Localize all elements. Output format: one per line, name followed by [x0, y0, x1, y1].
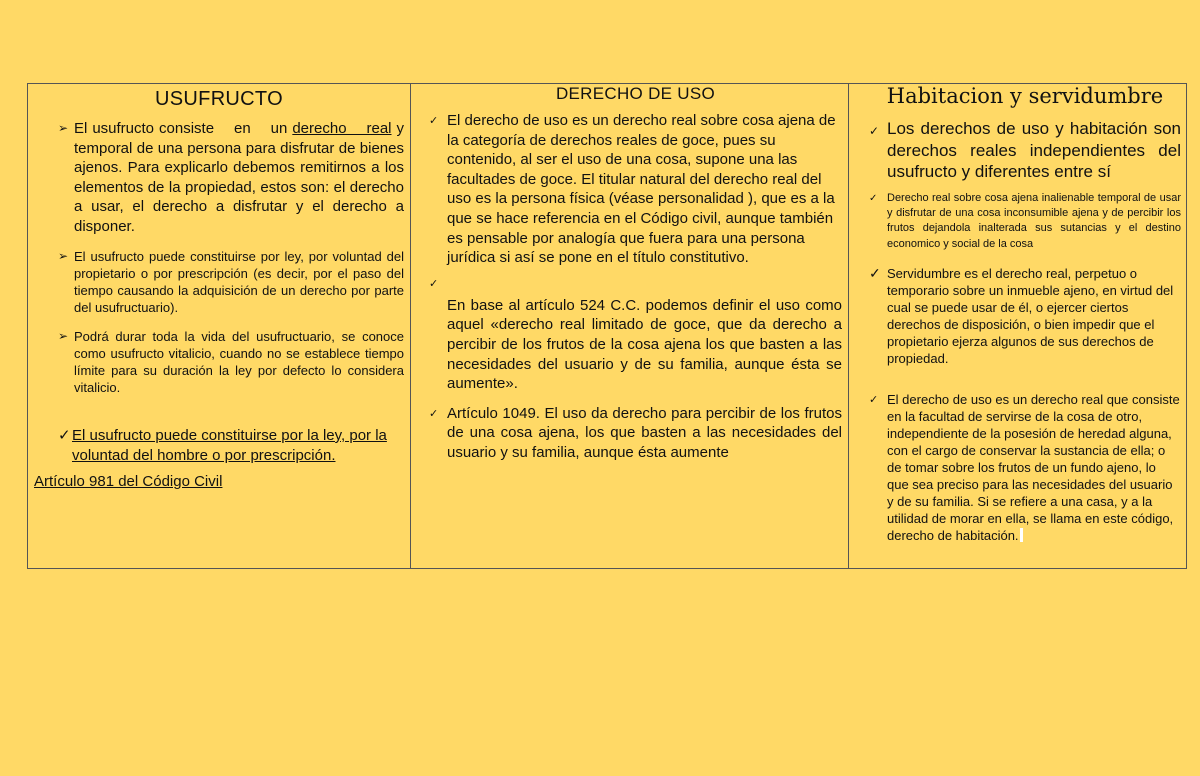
list-item — [58, 426, 404, 466]
list-item — [869, 118, 1181, 183]
checkmark-icon: ✓ — [429, 277, 439, 290]
checkmark-icon: ✓ — [869, 192, 878, 204]
checkmark-icon: ✓ — [869, 265, 881, 282]
servidumbre-definition: Servidumbre es el derecho real, perpetuo o temporario sobre un inmueble ajeno, en virtud del cual se puede usar de él, o ejercer ciertos derechos de disposición, o bien impedir que el propietario ejerza algunos de sus derechos de propiedad. — [887, 266, 1174, 367]
usufructo-heading: USUFRUCTO — [155, 88, 283, 110]
text-cursor — [1020, 528, 1023, 542]
list-item — [58, 119, 404, 236]
checkmark-icon: ✓ — [58, 427, 71, 444]
derecho-real-link[interactable]: derecho real — [292, 120, 392, 137]
column-derecho-de-uso — [411, 84, 849, 568]
arrow-bullet-icon: ➢ — [58, 329, 69, 343]
list-item — [429, 404, 842, 463]
checkmark-icon: ✓ — [869, 394, 879, 407]
habitacion-independientes: Los derechos de uso y habitación son derechos reales independientes del usufructo y diferentes entre sí — [887, 119, 1181, 181]
usufructo-ley: El usufructo puede constituirse por la ley, por la voluntad del hombre o por prescripción. — [72, 427, 387, 464]
usufructo-definition: El usufructo consiste en un derecho real y temporal de una persona para disfrutar de bienes ajenos. Para explicarlo debemos remitirnos a los elementos de la propiedad, estos son: el derecho a usar, el derecho a disfrutar y el derecho a disponer. — [74, 120, 405, 235]
list-item — [429, 111, 842, 268]
uso-definition: El derecho de uso es un derecho real sobre cosa ajena de la categoría de derechos reales de goce, pues su contenido, al ser el uso de una cosa, supone una las facultades de goce. El titular natural del derecho real del uso es la persona física (véase personalidad ), que es a la que se hace referencia en el Código civil, aunque también es pensable por analogía que fuera para una persona jurídica si así se pone en el título constitutivo. — [447, 112, 836, 267]
list-item — [869, 391, 1181, 544]
usufructo-vitalicio: Podrá durar toda la vida del usufructuario, se conoce como usufructo vitalicio, cuando no se establece tiempo límite para su duración la ley por defecto lo considera vitalicio. — [74, 329, 404, 395]
list-item — [429, 274, 842, 296]
list-item — [58, 248, 404, 316]
uso-articulo-524: En base al artículo 524 C.C. podemos definir el uso como aquel «derecho real limitado de goce, que da derecho a percibir de los frutos de la cosa ajena los que basten a las necesidades del usuario y de su familia, aunque ésta se aumente». — [447, 296, 842, 393]
checkmark-icon: ✓ — [869, 124, 880, 138]
habitacion-derecho-real: Derecho real sobre cosa ajena inalienable temporal de usar y disfrutar de una cosa inconsumible ajena y de percibir los frutos dejandola inalterada sus sutancias y el destino economico y social de la cosa — [887, 191, 1181, 250]
arrow-bullet-icon: ➢ — [58, 249, 69, 263]
derecho-de-uso-heading: DERECHO DE USO — [555, 84, 716, 103]
habitacion-uso-definition: El derecho de uso es un derecho real que consiste en la facultad de servirse de la cosa de otro, independiente de la posesión de heredad alguna, con el cargo de conservar la sustancia de ella; o de tomar sobre los frutos de un fundo ajeno, lo que sea preciso para las necesidades del usuario y de su familia. Si se refiere a una casa, y a la utilidad de morar en ella, se llama en este código, derecho de habitación. — [887, 392, 1180, 544]
checkmark-icon: ✓ — [429, 407, 439, 420]
list-item — [869, 191, 1181, 253]
comparison-table — [27, 83, 1187, 569]
list-item — [58, 328, 404, 396]
arrow-bullet-icon: ➢ — [58, 121, 69, 135]
list-item — [869, 265, 1181, 367]
column-usufructo — [28, 84, 411, 568]
checkmark-icon: ✓ — [429, 115, 439, 127]
column-habitacion-servidumbre — [849, 84, 1186, 568]
uso-articulo-1049: Artículo 1049. El uso da derecho para percibir de los frutos de una cosa ajena, los que basten a las necesidades del usuario y su familia, aunque ésta aumente — [447, 404, 842, 461]
habitacion-heading: Habitacion y servidumbre — [886, 84, 1164, 108]
usufructo-constitucion: El usufructo puede constituirse por ley, por voluntad del propietario o por prescripción (es decir, por el paso del tiempo causando la adquisición de un derecho por parte del usufructuario). — [74, 249, 404, 315]
articulo-981: Artículo 981 del Código Civil — [34, 473, 223, 490]
